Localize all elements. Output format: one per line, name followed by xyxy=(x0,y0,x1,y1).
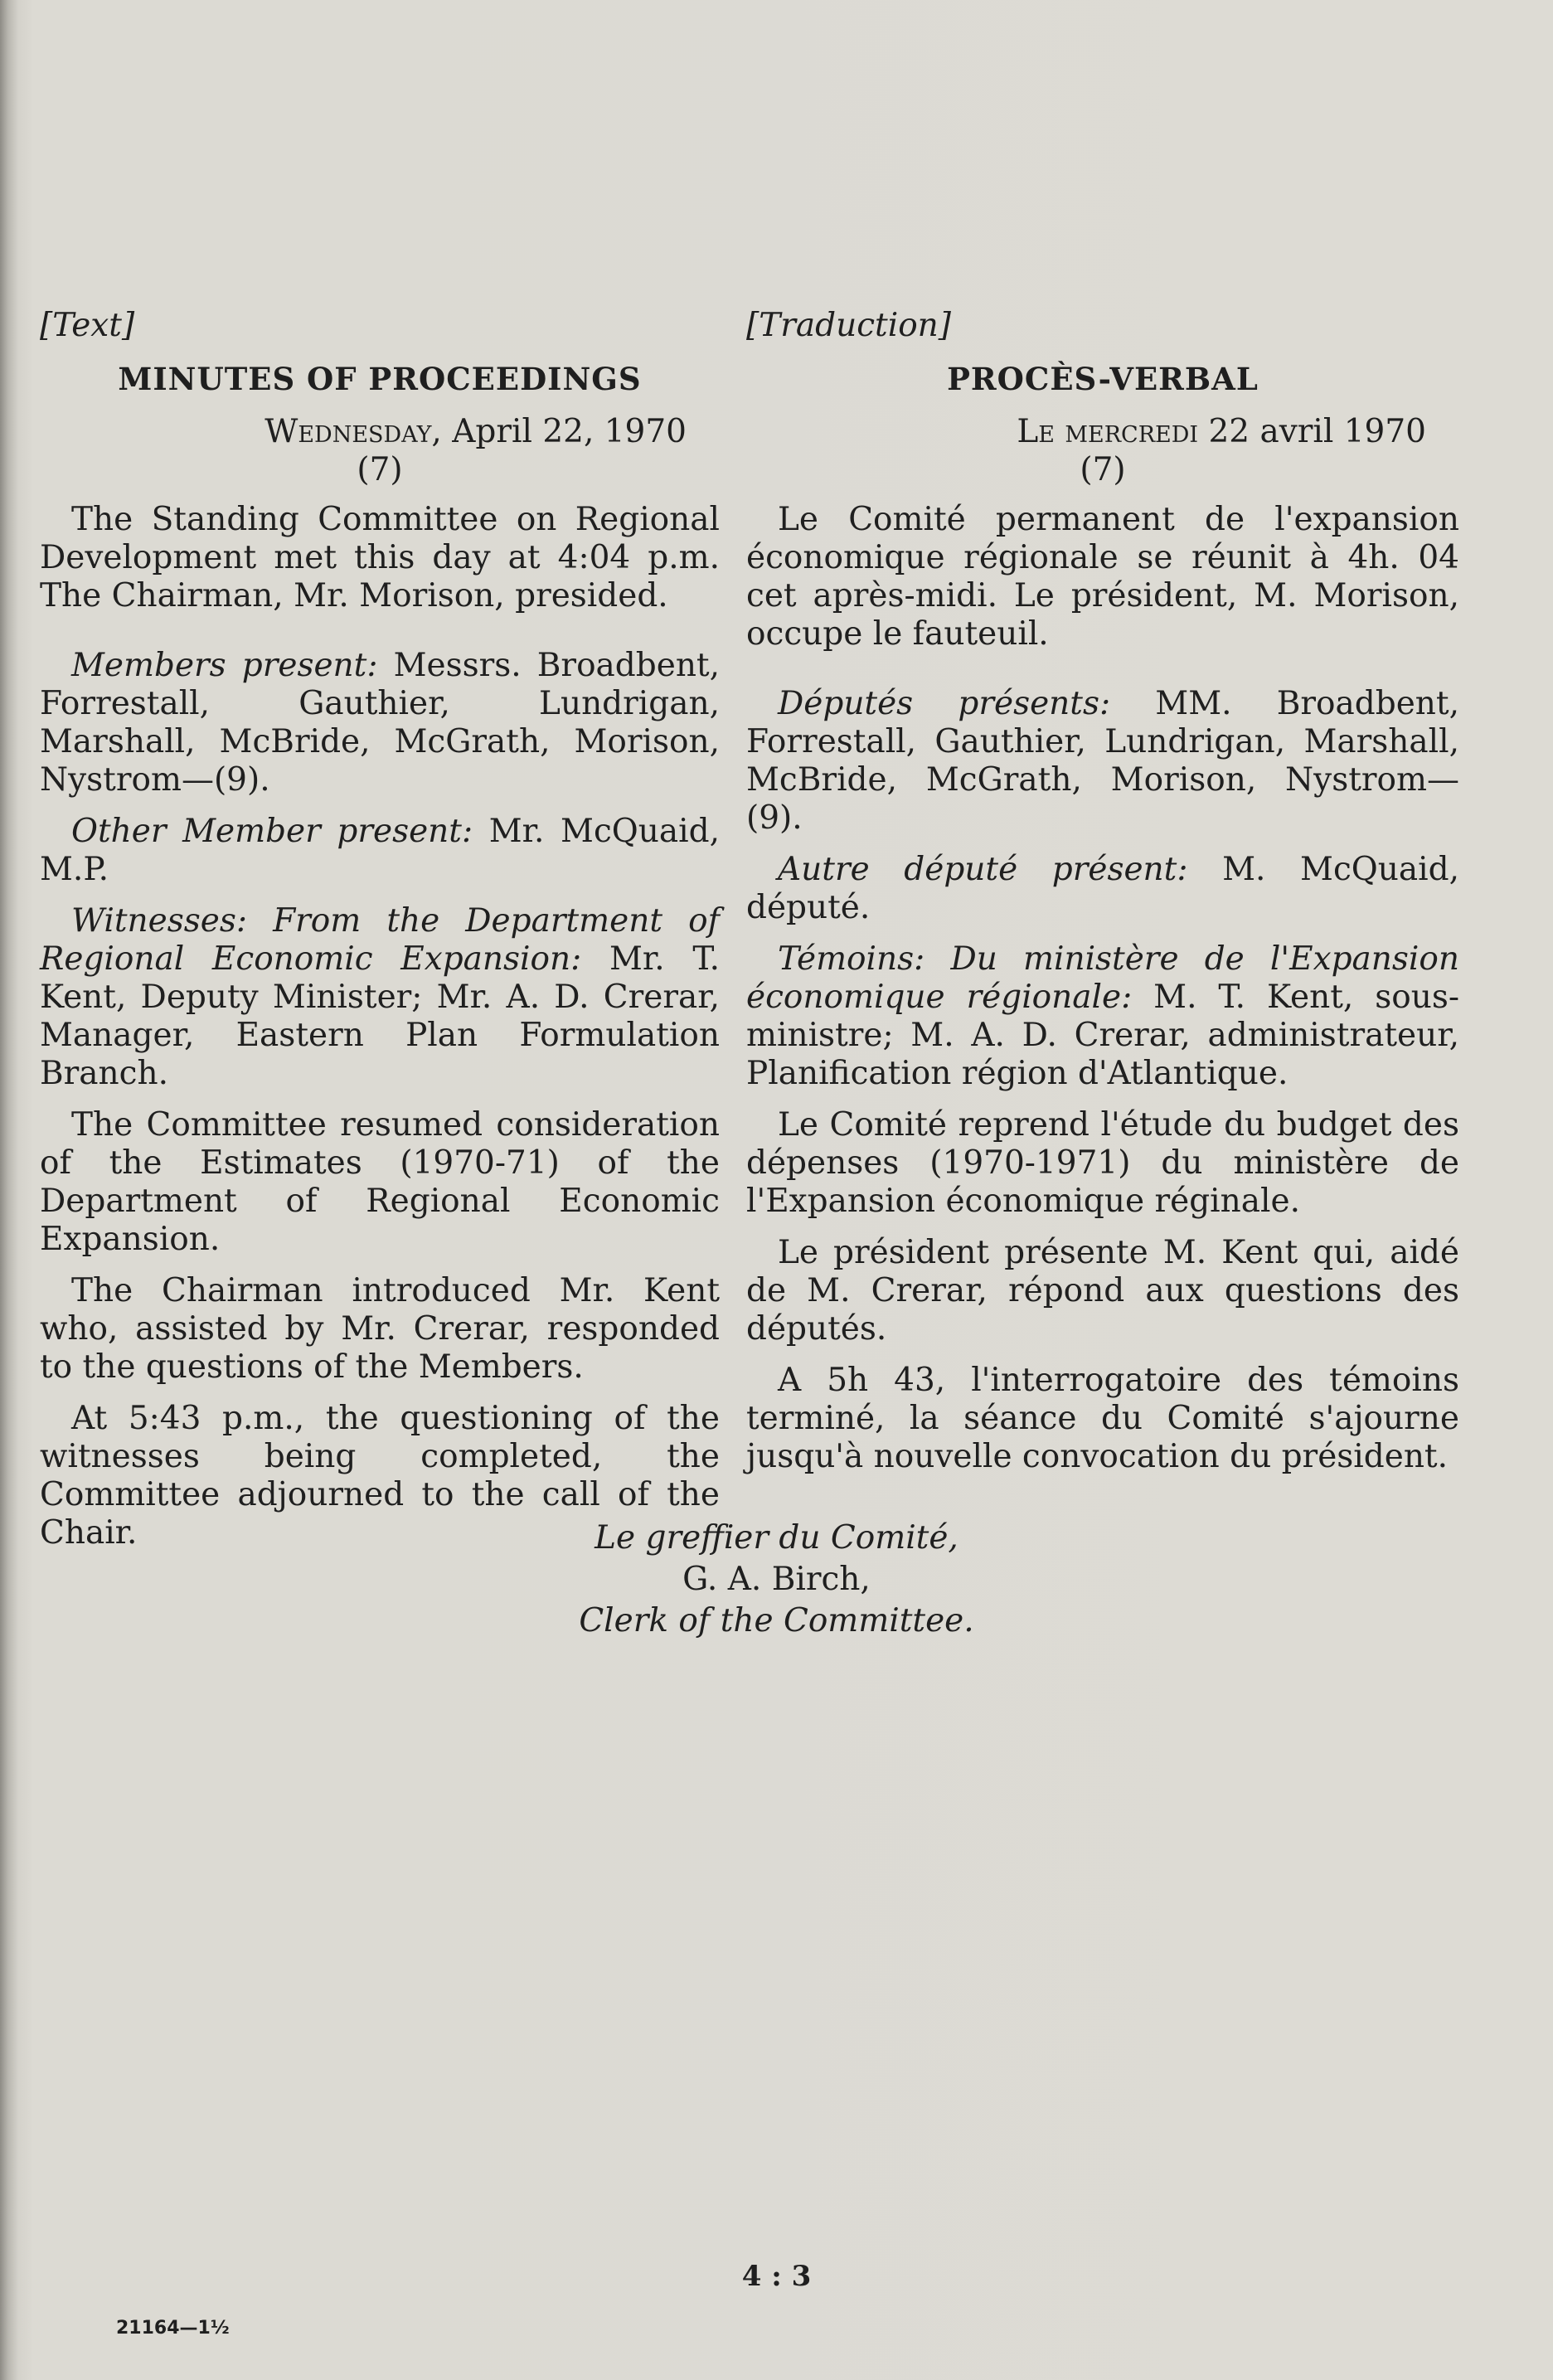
other-member-text: Mr. McQuaid, M.P. xyxy=(40,813,720,888)
opening-paragraph: The Standing Committee on Regional Development met this day at 4:04 p.m. The Chairman, Mr. Morison, presided. xyxy=(40,501,720,614)
text-tag: [Text] xyxy=(40,307,135,344)
page-folio: 4 : 3 xyxy=(741,2260,812,2293)
print-code: 21164—1½ xyxy=(116,2318,230,2339)
witnesses-paragraph-fr xyxy=(746,940,1459,1093)
other-member-label: Other Member present: xyxy=(71,813,473,850)
clerk-signature-block xyxy=(0,1518,1553,1642)
members-paragraph-fr xyxy=(746,685,1459,838)
meeting-date xyxy=(40,413,720,451)
date-day: Wednesday, xyxy=(264,413,442,450)
adjournment-paragraph-fr: A 5h 43, l'interrogatoire des témoins terminé, la séance du Comité s'ajourne jusqu'à nouvelle convocation du président. xyxy=(746,1362,1459,1475)
witnesses-text: Mr. T. Kent, Deputy Minister; Mr. A. D. Crerar, Manager, Eastern Plan Formulation Branch. xyxy=(40,940,720,1092)
other-member-paragraph-fr xyxy=(746,851,1459,927)
other-member-label-fr: Autre député présent: xyxy=(778,851,1188,888)
date-rest-fr: 22 avril 1970 xyxy=(1208,413,1426,450)
members-list-fr: MM. Broadbent, Forrestall, Gauthier, Lundrigan, Marshall, McBride, McGrath, Morison, Nystrom—(9). xyxy=(746,685,1459,837)
meeting-number-fr: (7) xyxy=(1080,451,1126,488)
date-rest: April 22, 1970 xyxy=(452,413,687,450)
members-list: Messrs. Broadbent, Forrestall, Gauthier, Lundrigan, Marshall, McBride, McGrath, Morison, Nystrom—(9). xyxy=(40,647,721,799)
members-paragraph xyxy=(40,647,720,799)
meeting-date-fr xyxy=(746,413,1459,451)
traduction-tag: [Traduction] xyxy=(746,307,952,344)
date-day-fr: Le mercredi xyxy=(1017,413,1199,450)
witnesses-label-fr: Témoins: Du ministère de l'Expansion économique régionale: xyxy=(746,940,1459,1016)
introduction-paragraph-fr: Le président présente M. Kent qui, aidé de M. Crerar, répond aux questions des députés. xyxy=(746,1234,1459,1348)
other-member-text-fr: M. McQuaid, député. xyxy=(746,851,1459,926)
members-label: Members present: xyxy=(71,647,378,684)
opening-paragraph-fr: Le Comité permanent de l'expansion économique régionale se réunit à 4h. 04 cet après-midi. Le président, M. Morison, occupe le fauteuil. xyxy=(746,501,1459,653)
witnesses-label: Witnesses: From the Department of Regional Economic Expansion: xyxy=(40,902,720,978)
proces-verbal-title: PROCÈS-VERBAL xyxy=(947,361,1259,397)
french-column xyxy=(746,307,1459,1489)
resumed-paragraph: The Committee resumed consideration of the Estimates (1970-71) of the Department of Regional Economic Expansion. xyxy=(40,1106,720,1258)
introduction-paragraph: The Chairman introduced Mr. Kent who, assisted by Mr. Crerar, responded to the questions of the Members. xyxy=(40,1272,720,1386)
meeting-number: (7) xyxy=(357,451,403,488)
witnesses-paragraph xyxy=(40,902,720,1093)
members-label-fr: Députés présents: xyxy=(778,685,1111,722)
clerk-name: G. A. Birch, xyxy=(682,1561,871,1598)
minutes-title: MINUTES OF PROCEEDINGS xyxy=(118,361,642,397)
adjournment-paragraph: At 5:43 p.m., the questioning of the witnesses being completed, the Committee adjourned to the call of the Chair. xyxy=(40,1400,720,1552)
witnesses-text-fr: M. T. Kent, sous-ministre; M. A. D. Crerar, administrateur, Planification région d'Atlantique. xyxy=(746,979,1460,1092)
english-column xyxy=(40,307,720,1566)
resumed-paragraph-fr: Le Comité reprend l'étude du budget des dépenses (1970-1971) du ministère de l'Expansion économique réginale. xyxy=(746,1106,1459,1220)
clerk-title-en: Clerk of the Committee. xyxy=(579,1602,974,1639)
other-member-paragraph xyxy=(40,813,720,889)
clerk-title-fr: Le greffier du Comité, xyxy=(595,1519,958,1557)
